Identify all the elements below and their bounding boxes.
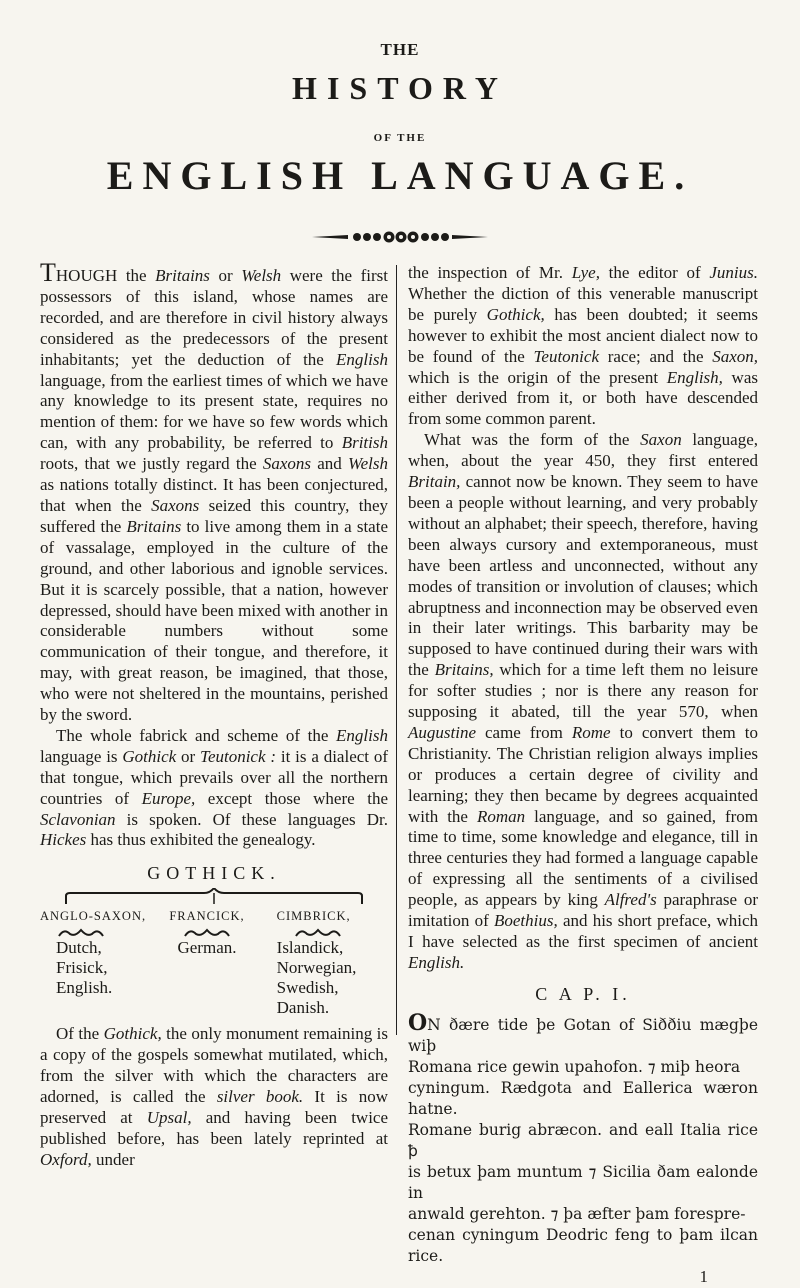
drop-cap: T bbox=[40, 258, 56, 287]
language-item: Swedish, bbox=[276, 978, 339, 998]
brace-icon bbox=[184, 928, 230, 937]
brace-icon bbox=[58, 928, 104, 937]
ornament-divider bbox=[0, 228, 800, 246]
header-history: HISTORY bbox=[292, 70, 508, 106]
right-column bbox=[408, 263, 758, 1288]
language-item: Islandick, bbox=[276, 938, 344, 958]
column-divider bbox=[396, 265, 397, 1035]
language-item: English. bbox=[56, 978, 113, 998]
left-column bbox=[40, 258, 389, 1171]
old-english-specimen bbox=[408, 1009, 758, 1267]
specimen-line: ON ðære tide þe Gotan of Siððiu mægþe wiþ bbox=[408, 1009, 758, 1055]
specimen-line: anwald gerehton. ⁊ þa æfter þam forespre- bbox=[408, 1204, 746, 1223]
paragraph: the inspection of Mr. Lye, the editor of Junius. Whether the diction of this venerable manuscript be purely Gothick, has been doubted; it seems however to exhibit the most ancient dialect now to be found of the Teutonick race; and the Saxon, which is the origin of the present English, was either derived from it, or both have descended from some common parent. bbox=[408, 263, 758, 429]
language-item: Norwegian, bbox=[276, 958, 357, 978]
catchword: 1 bbox=[699, 1266, 708, 1286]
paragraph: Of the Gothick, the only monument remaining is a copy of the gospels somewhat mutilated, which, from the silver with which the characters are adorned, is called the silver book. It is now preserved at Upsal, and having been twice published before, has been lately reprinted at Oxford, under bbox=[40, 1024, 389, 1169]
specimen-line: cyningum. Rædgota and Eallerica wæron hatne. bbox=[408, 1078, 758, 1118]
language-item: Frisick, bbox=[56, 958, 108, 978]
paragraph: What was the form of the Saxon language, when, about the year 450, they first entered Britain, cannot now be known. They seem to have been a people without learning, and very probably without an alphabet; their speech, therefore, having been always cursory and extemporaneous, must have been artless and unconnected, without any modes of transition or involution of clauses; which abruptness and inconnection may be observed even in their later writings. This barbarity may be supposed to have continued during their wars with the Britains, which for a time left them no leisure for softer studies ; nor is there any reason for supposing it abated, till the year 570, when Augustine came from Rome to convert them to Christianity. The Christian religion always implies or produces a certain degree of civility and learning; they then became by degrees acquainted with the Roman language, and so gained, from time to time, some knowledge and elegance, till in three centuries they had formed a language capable of expressing all the sentiments of a civilised people, as appears by king Alfred's paraphrase or imitation of Boethius, and his short preface, which I have selected as the first specimen of ancient English. bbox=[408, 430, 759, 972]
header-the: THE bbox=[380, 40, 420, 59]
paragraph: THOUGH the Britains or Welsh were the first possessors of this island, whose names are recorded, and are therefore in civil history always considered as the predecessors of the present inhabitants; yet the deduction of the English language, from the earliest times of which we have any knowledge to its present state, requires no mention of them: for we have so few words which can, with any probability, be referred to British roots, that we justly regard the Saxons and Welsh as nations totally distinct. It has been conjectured, that when the Saxons seized this country, they suffered the Britains to live among them in a state of vassalage, employed in the culture of the ground, and other laborious and ignoble services. But it is scarcely possible, that a nation, however depressed, should have been mixed with another in considerable numbers without some communication of their tongue, and therefore, it may, with great reason, be imagined, that those, who were not sheltered in the mountains, perished by the sword. bbox=[40, 258, 388, 725]
language-item: Dutch, bbox=[56, 938, 102, 958]
branch-name: ANGLO-SAXON, bbox=[40, 909, 147, 924]
specimen-line: is betux þam muntum ⁊ Sicilia ðam ealonde in bbox=[408, 1162, 758, 1202]
chapter-heading: C A P. I. bbox=[535, 983, 631, 1004]
branch-name: FRANCICK, bbox=[169, 909, 245, 924]
genealogy-table bbox=[40, 863, 388, 1018]
branch-cimbrick bbox=[263, 906, 388, 1018]
header-of-the: OF THE bbox=[373, 132, 427, 144]
drop-cap: O bbox=[408, 1009, 428, 1036]
book-title: ENGLISH LANGUAGE. bbox=[106, 153, 694, 198]
brace-icon bbox=[295, 928, 341, 937]
language-item: German. bbox=[177, 938, 237, 958]
genealogy-title: GOTHICK. bbox=[147, 863, 281, 884]
branch-francick bbox=[151, 906, 262, 1018]
specimen-line: Romane burig abræcon. and eall Italia rice ꝥ bbox=[408, 1120, 758, 1160]
language-item: Danish. bbox=[276, 998, 330, 1018]
branch-anglo-saxon bbox=[40, 906, 151, 1018]
branch-name: CIMBRICK, bbox=[276, 909, 351, 924]
paragraph: The whole fabrick and scheme of the English language is Gothick or Teutonick : it is a dialect of that tongue, which prevails over all the northern countries of Europe, except those where the Sclavonian is spoken. Of these languages Dr. Hickes has thus exhibited the genealogy. bbox=[40, 725, 389, 850]
specimen-line: cenan cyningum Deodric feng to þam ilcan rice. bbox=[408, 1225, 758, 1265]
specimen-line: Romana rice gewin upahofon. ⁊ miþ heora bbox=[408, 1057, 741, 1076]
genealogy-bracket bbox=[64, 888, 364, 904]
